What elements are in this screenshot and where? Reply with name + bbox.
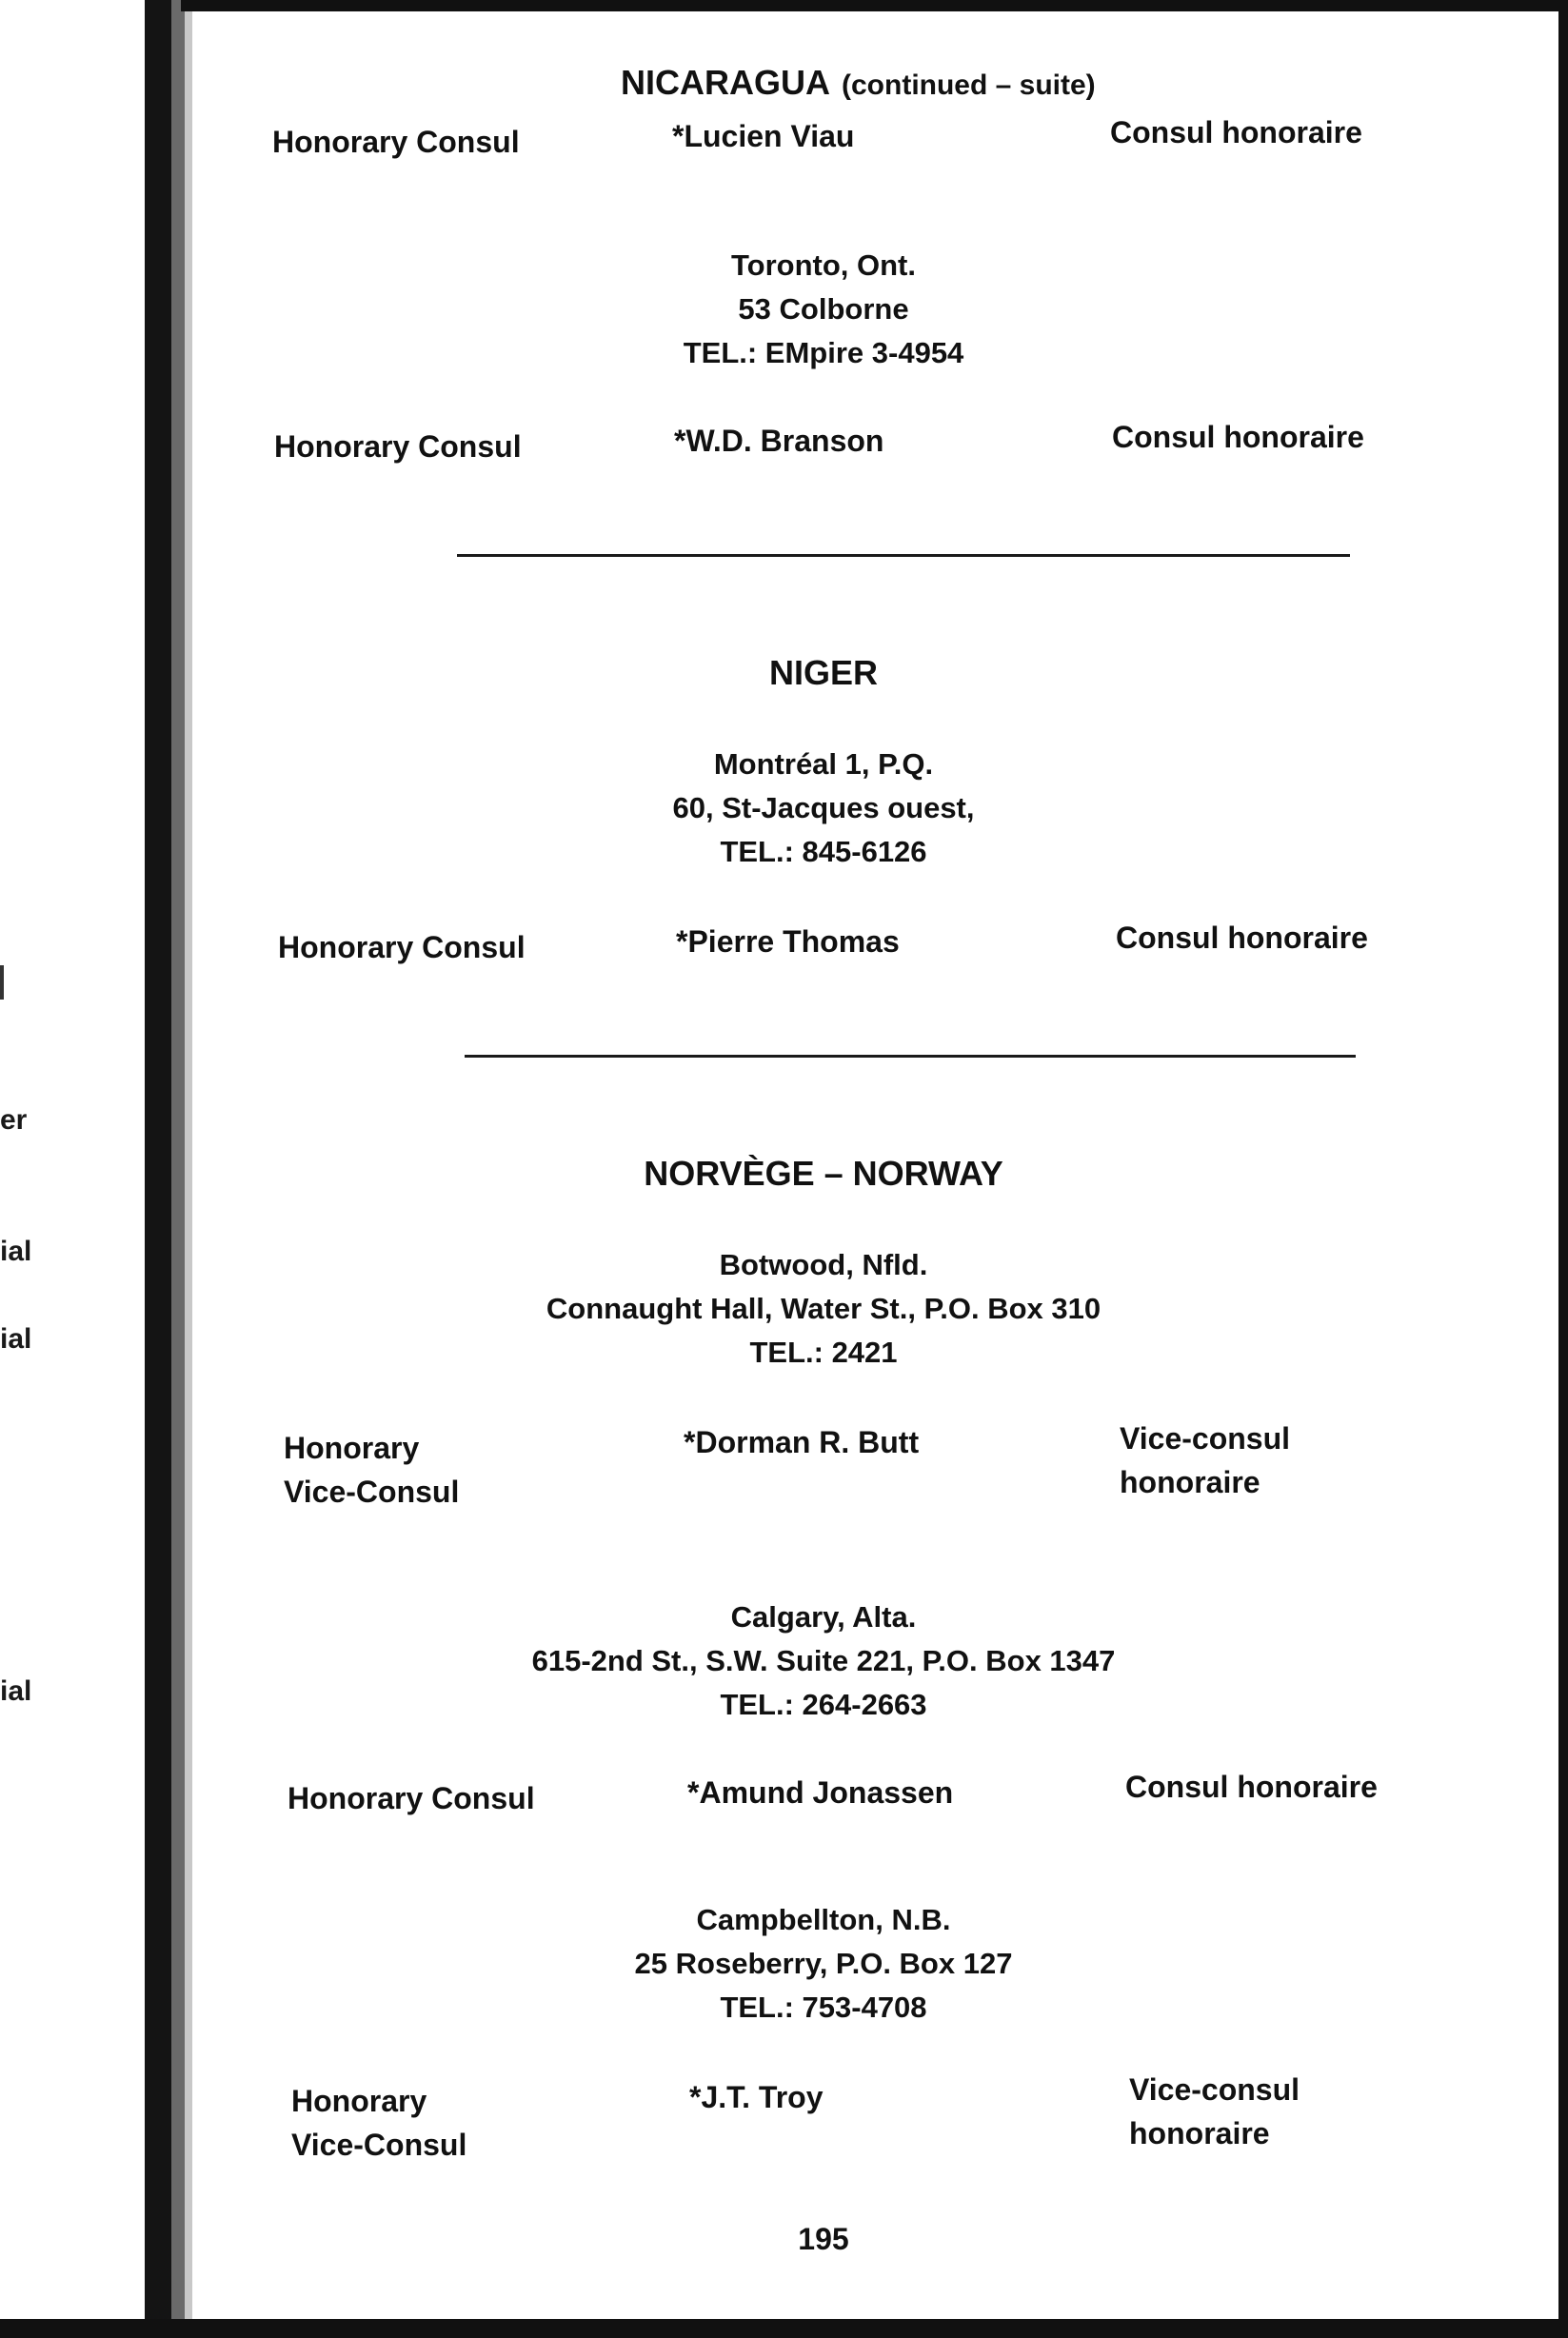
address-block-calgary (200, 1595, 1447, 1727)
rank-english (291, 2079, 466, 2167)
address-block-toronto (200, 244, 1447, 375)
facing-page-fragment: ial (0, 1675, 32, 1707)
address-tel: TEL.: 264-2663 (720, 1688, 927, 1721)
address-tel: TEL.: 845-6126 (720, 835, 927, 868)
consul-name: *Lucien Viau (672, 119, 855, 153)
address-street: 53 Colborne (738, 292, 909, 326)
section-heading-nicaragua (621, 63, 1096, 103)
consul-name: *Amund Jonassen (687, 1775, 954, 1810)
section-divider (465, 1055, 1356, 1058)
facing-page-edge (0, 0, 152, 2338)
rank-french (1129, 2068, 1300, 2155)
address-city: Campbellton, N.B. (696, 1903, 951, 1936)
address-block-montreal (200, 743, 1447, 874)
rank-french-line: Vice-consul (1129, 2072, 1300, 2107)
book-gutter-shadow (171, 0, 185, 2338)
rank-english-line: Honorary (284, 1431, 420, 1465)
section-title: NICARAGUA (621, 63, 830, 102)
address-tel: TEL.: 2421 (749, 1336, 898, 1369)
rank-french: Consul honoraire (1110, 115, 1362, 149)
address-city: Botwood, Nfld. (719, 1248, 928, 1281)
rank-french-line: honoraire (1120, 1465, 1260, 1499)
address-street: 615-2nd St., S.W. Suite 221, P.O. Box 1347 (531, 1644, 1116, 1677)
margin-mark (0, 965, 4, 1000)
section-heading-norway: NORVÈGE – NORWAY (644, 1154, 1003, 1193)
rank-french: Consul honoraire (1112, 420, 1364, 454)
rank-english: Honorary Consul (288, 1781, 535, 1815)
rank-english-line: Vice-Consul (291, 2128, 467, 2162)
address-city: Toronto, Ont. (731, 248, 916, 282)
book-gutter (145, 0, 171, 2338)
consul-name: *Dorman R. Butt (684, 1425, 920, 1459)
consul-name: *W.D. Branson (674, 424, 884, 458)
section-heading-niger: NIGER (768, 653, 878, 692)
rank-french: Consul honoraire (1116, 921, 1368, 955)
page-number: 195 (798, 2222, 849, 2256)
address-street: Connaught Hall, Water St., P.O. Box 310 (546, 1292, 1102, 1325)
rank-french (1120, 1417, 1290, 1504)
rank-english-line: Vice-Consul (284, 1475, 460, 1509)
rank-english (284, 1426, 459, 1514)
rank-english-line: Honorary (291, 2084, 427, 2118)
facing-page-fragment: ial (0, 1323, 32, 1355)
address-block-campbellton (200, 1898, 1447, 2030)
rank-english: Honorary Consul (274, 429, 522, 464)
rank-english: Honorary Consul (278, 930, 526, 964)
scan-border-right (1558, 0, 1568, 2338)
address-block-botwood (200, 1243, 1447, 1375)
address-street: 25 Roseberry, P.O. Box 127 (634, 1947, 1013, 1980)
address-city: Calgary, Alta. (730, 1600, 917, 1634)
rank-french-line: honoraire (1129, 2116, 1270, 2150)
section-subtitle: (continued – suite) (842, 69, 1096, 101)
address-tel: TEL.: 753-4708 (720, 1991, 927, 2024)
rank-french-line: Vice-consul (1120, 1421, 1291, 1456)
facing-page-fragment: ial (0, 1236, 32, 1267)
consul-name: *J.T. Troy (689, 2080, 824, 2114)
section-divider (457, 554, 1350, 557)
book-gutter-edge (185, 0, 192, 2338)
consul-name: *Pierre Thomas (676, 924, 900, 959)
facing-page-fragment: er (0, 1104, 28, 1136)
rank-french: Consul honoraire (1125, 1770, 1378, 1804)
directory-page (200, 0, 1542, 2338)
address-street: 60, St-Jacques ouest, (672, 791, 975, 824)
address-city: Montréal 1, P.Q. (713, 747, 934, 781)
address-tel: TEL.: EMpire 3-4954 (683, 336, 964, 369)
rank-english: Honorary Consul (272, 125, 520, 159)
